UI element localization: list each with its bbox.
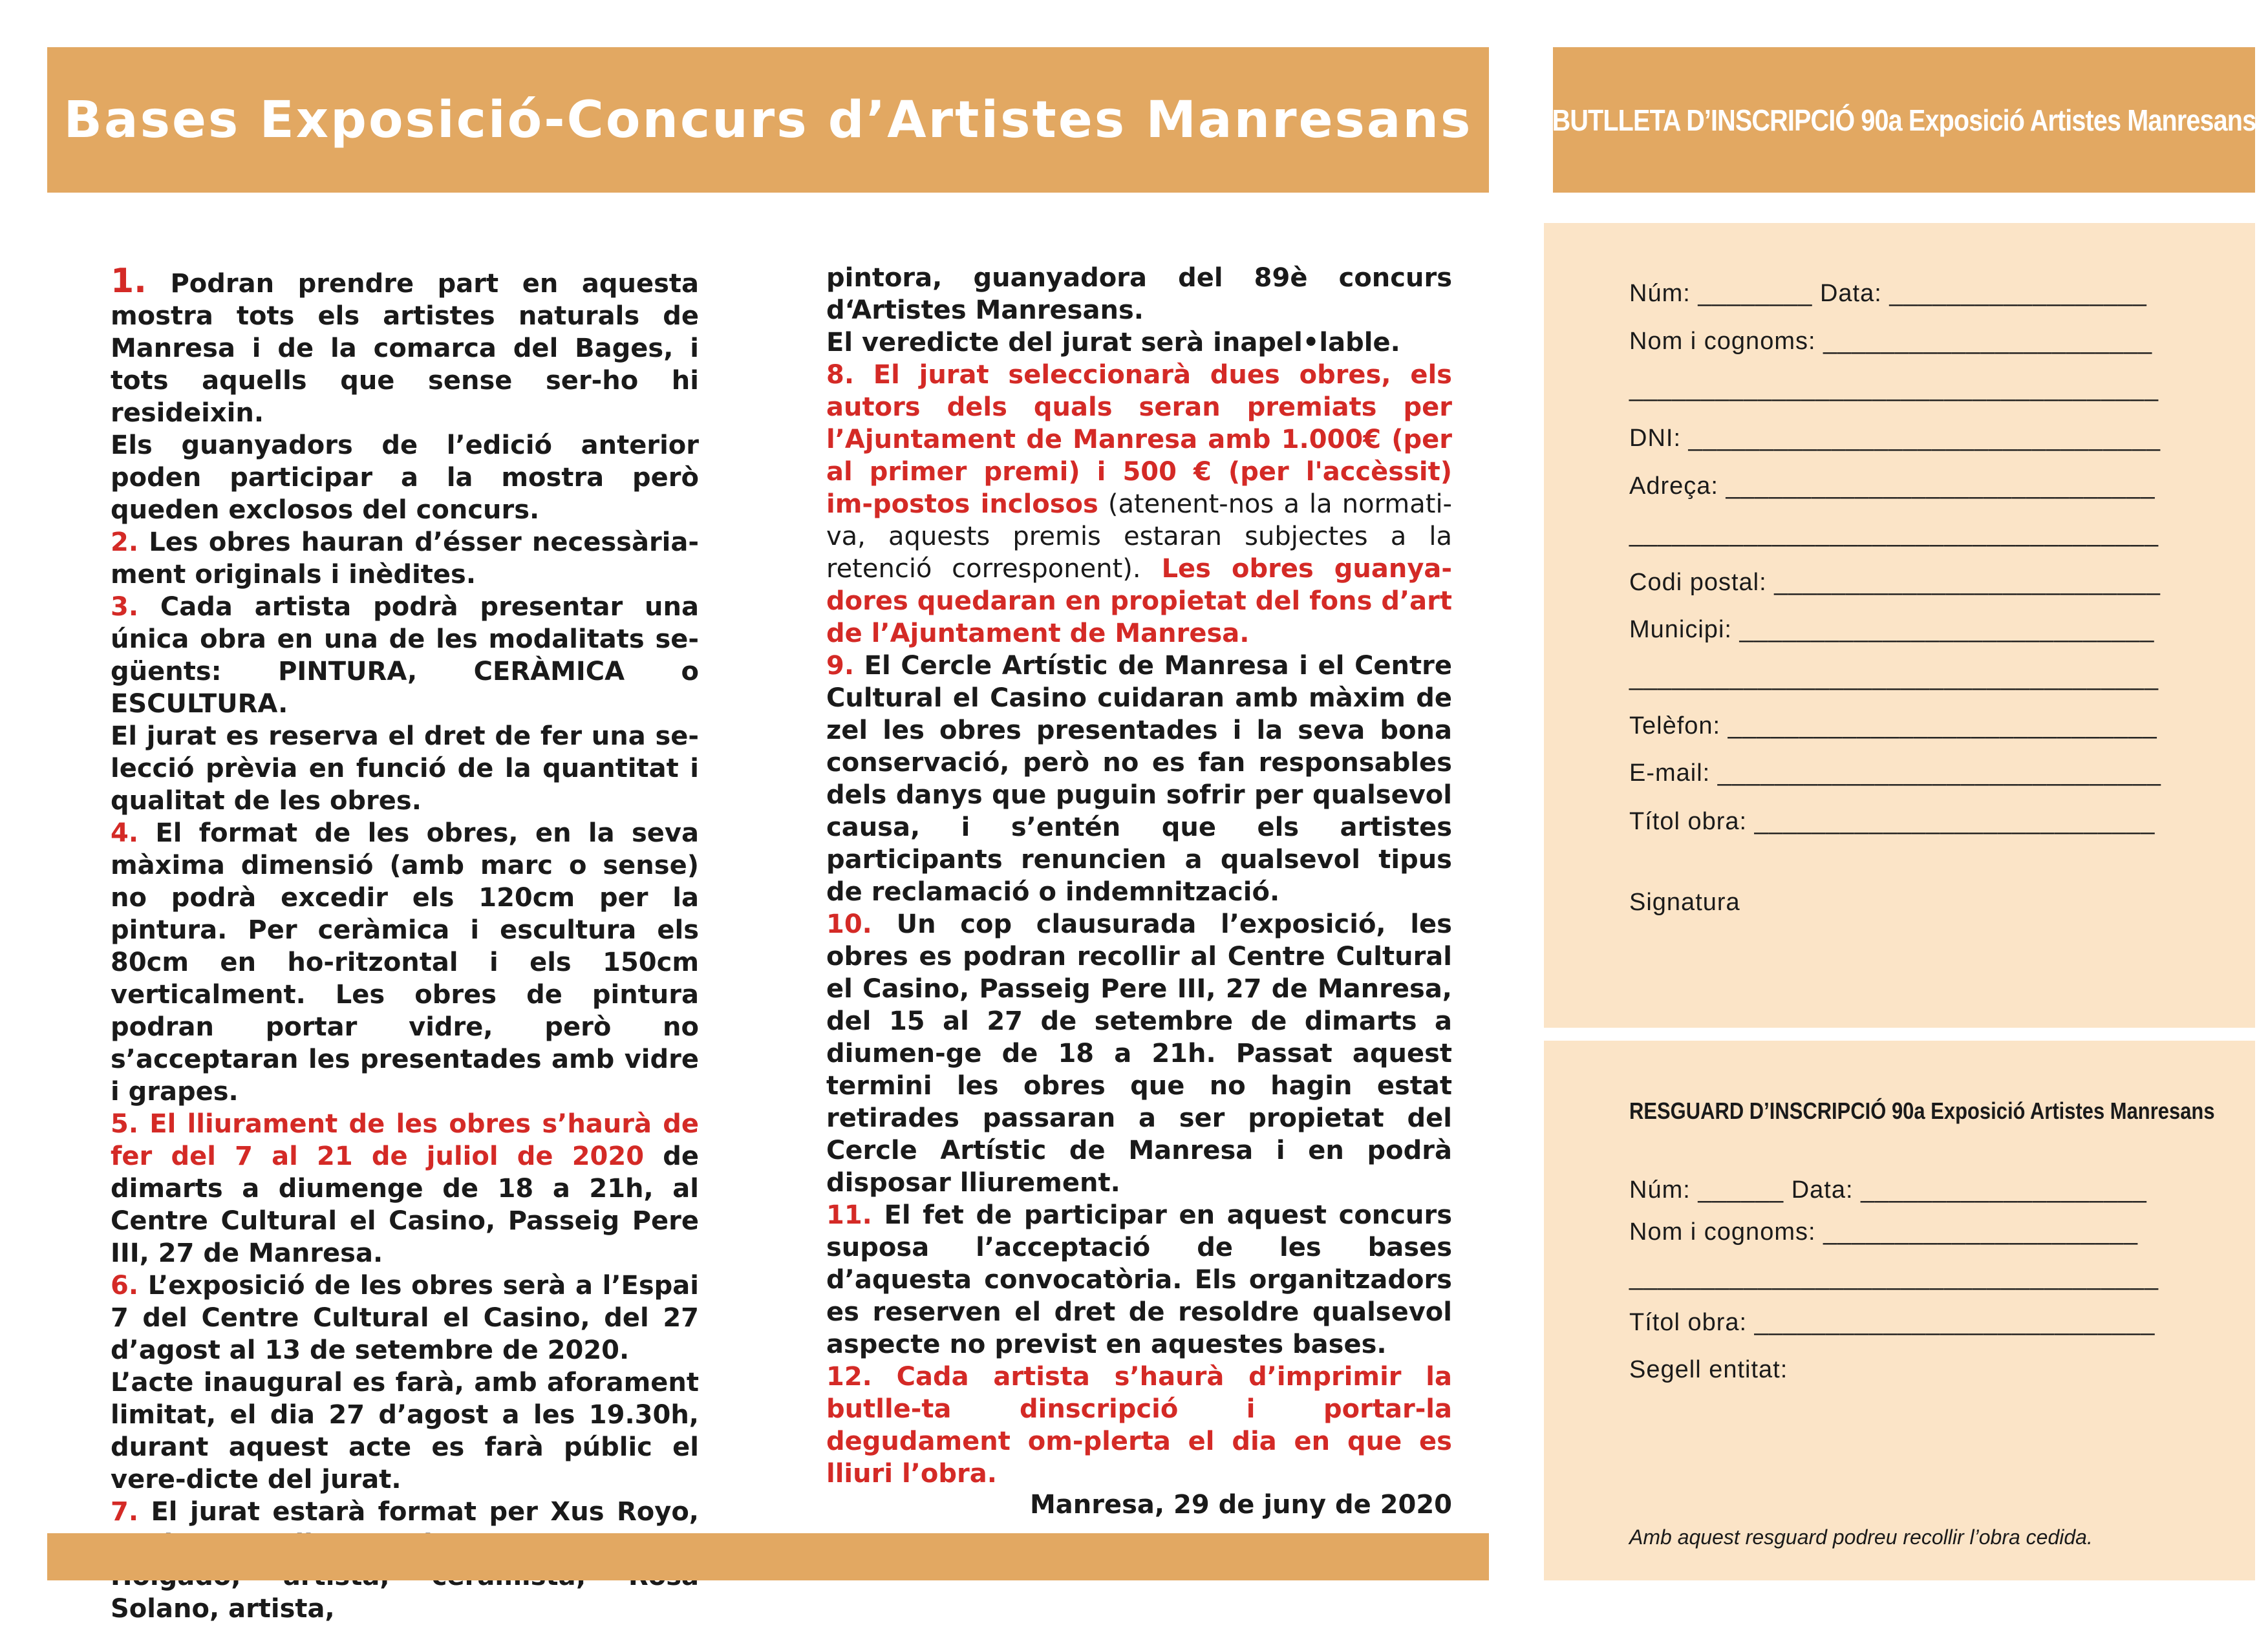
rule-number: 10. — [826, 909, 872, 939]
form-title: BUTLLETA D’INSCRIPCIÓ 90a Exposició Artistes Manresans — [1552, 103, 2256, 137]
rule-3 — [111, 591, 699, 720]
number-date-field[interactable]: Núm: ________ Data: __________________ — [1629, 280, 2147, 307]
receipt-artwork-title-field[interactable]: Títol obra: ____________________________ — [1629, 1309, 2156, 1336]
artwork-title-field[interactable]: Títol obra: ____________________________ — [1629, 808, 2156, 835]
rule-text: El Cercle Artístic de Manresa i el Centre Cultural el Casino cuidaran amb màxim de zel les obres presentades i la seva bona conservació, però no es fan responsables dels danys que puguin sofrir per qualsevol causa, i s’entén que els artistes participants renuncien a qualsevol tipus de reclamació o indemnització. — [826, 651, 1452, 907]
rule-text: El format de les obres, en la seva màxima dimensió (amb marc o sense) no podrà excedir els 120cm per la pintura. Per ceràmica i escultura els 80cm en ho-ritzontal i els 150cm verticalment. Les obres de pintura podran portar vidre, però no s’acceptaran les presentades amb vidre i grapes. — [111, 818, 699, 1107]
rule-text: El jurat estarà format per Xus Royo, Solano, artista, — [111, 1497, 699, 1624]
footer-band — [47, 1533, 1489, 1580]
signature-label: Signatura — [1629, 889, 1740, 916]
form-header-band — [1553, 47, 2255, 193]
rule-text: Podran prendre part en aquesta mostra tots els artistes naturals de Manresa i de la comarca del Bages, i tots aquells que sense ser-ho hi resideixin. — [111, 269, 699, 428]
rule-text: (atenent-nos a la normati-va, aquests premis estaran subjectes a la retenció corresponent). — [826, 489, 1452, 584]
rule-number: 4. — [111, 818, 139, 848]
municipality-field-continued[interactable]: _____________________________________ — [1629, 664, 2159, 691]
dni-field[interactable]: DNI: _________________________________ — [1629, 425, 2161, 452]
date-signoff: Manresa, 29 de juny de 2020 — [1029, 1490, 1452, 1520]
entity-stamp-label: Segell entitat: — [1629, 1356, 1788, 1383]
phone-field[interactable]: Telèfon: ______________________________ — [1629, 712, 2157, 739]
receipt-name-field[interactable]: Nom i cognoms: ______________________ — [1629, 1218, 2139, 1246]
rule-12: 12. Cada artista s’haurà d’imprimir la butlle-ta dinscripció i portar-la degudament om-plerta el dia en que es lliuri l’obra. — [826, 1362, 1452, 1489]
rule-number: 6. — [111, 1271, 139, 1301]
rule-number: 5. — [111, 1109, 139, 1139]
rule-4 — [111, 817, 699, 1108]
rule-text: Un cop clausurada l’exposició, les obres es podran recollir al Centre Cultural el Casino, Passeig Pere III, 27 de Manresa, del 15 al 27 de setembre de dimarts a diumen-ge de 18 a 21h. Passat aquest termini les obres que no hagin estat retirades passaran a ser propietat del Cercle Artístic de Manresa i en podrà disposar lliurement. — [826, 909, 1452, 1198]
rule-2 — [111, 526, 699, 591]
rule-text: L’exposició de les obres serà a l’Espai 7 del Centre Cultural el Casino, del 27 d’agost al 13 de setembre de 2020. — [111, 1271, 699, 1365]
rule-8 — [826, 359, 1452, 650]
name-field-continued[interactable]: _____________________________________ — [1629, 375, 2159, 402]
municipality-field[interactable]: Municipi: _____________________________ — [1629, 616, 2155, 643]
rule-number: 7. — [111, 1497, 139, 1527]
address-field-continued[interactable]: _____________________________________ — [1629, 520, 2159, 547]
rules-column-right — [826, 262, 1452, 1490]
address-field[interactable]: Adreça: ______________________________ — [1629, 473, 2156, 500]
receipt-title: RESGUARD D’INSCRIPCIÓ 90a Exposició Artistes Manresans — [1629, 1098, 2215, 1124]
rule-6-note: L’acte inaugural es farà, amb aforament limitat, el dia 27 d’agost a les 19.30h, durant aquest acte es farà públic el vere-dicte del jurat. — [111, 1368, 699, 1494]
rule-7-continued: pintora, guanyadora del 89è concurs d‘Artistes Manresans. — [826, 263, 1452, 325]
registration-receipt — [1544, 1041, 2255, 1580]
registration-form — [1544, 223, 2255, 1028]
rules-column-left — [111, 262, 699, 1625]
rule-text: Cada artista podrà presentar una única obra en una de les modalitats se-güents: PINTURA, CERÀMICA o ESCULTURA. — [111, 592, 699, 719]
rule-number: 8. — [826, 360, 855, 390]
rule-text: Les obres hauran d’ésser necessària-ment originals i inèdites. — [111, 527, 699, 589]
page-title: Bases Exposició-Concurs d’Artistes Manresans — [63, 90, 1473, 149]
rule-11 — [826, 1199, 1452, 1361]
bases-header-band — [47, 47, 1489, 193]
rule-number: 9. — [826, 651, 855, 681]
receipt-name-field-continued[interactable]: _____________________________________ — [1629, 1264, 2159, 1291]
name-field[interactable]: Nom i cognoms: _______________________ — [1629, 328, 2153, 355]
rule-3-note: El jurat es reserva el dret de fer una se-lecció prèvia en funció de la quantitat i qualitat de les obres. — [111, 721, 699, 816]
rule-6 — [111, 1269, 699, 1366]
rule-1-note: Els guanyadors de l’edició anterior poden participar a la mostra però queden exclosos del concurs. — [111, 430, 699, 525]
receipt-number-date-field[interactable]: Núm: ______ Data: ____________________ — [1629, 1176, 2147, 1204]
receipt-note: Amb aquest resguard podreu recollir l’obra cedida. — [1629, 1525, 2093, 1549]
email-field[interactable]: E-mail: _______________________________ — [1629, 759, 2161, 787]
rule-number: 3. — [111, 592, 139, 622]
rule-number: 2. — [111, 527, 139, 557]
rule-7-note: El veredicte del jurat serà inapel•lable. — [826, 328, 1400, 357]
rule-number: 1. — [111, 262, 147, 301]
postal-code-field[interactable]: Codi postal: ___________________________ — [1629, 569, 2161, 596]
rule-text: de dimarts a diumenge de 18 a 21h, al Centre Cultural el Casino, Passeig Pere III, 27 de Manresa. — [111, 1142, 699, 1268]
rule-10 — [826, 908, 1452, 1199]
rule-5 — [111, 1108, 699, 1269]
rule-9 — [826, 650, 1452, 908]
rule-1 — [111, 262, 699, 429]
rule-highlight: Les obres guanya-dores quedaran en propietat del fons d’art de l’Ajuntament de Manresa. — [826, 554, 1452, 648]
rule-text: El fet de participar en aquest concurs suposa l’acceptació de les bases d’aquesta convocatòria. Els organitzadors es reserven el dret de resoldre qualsevol aspecte no previst en aquestes bases. — [826, 1200, 1452, 1359]
rule-highlight: El jurat seleccionarà dues obres, els autors dels quals seran premiats per l’Ajuntament de Manresa amb 1.000€ (per al primer premi) i 500 € (per l'accèssit) im-postos inclosos — [826, 360, 1452, 519]
rule-highlight: El lliurament de les obres s’haurà de fer del 7 al 21 de juliol de 2020 — [111, 1109, 699, 1171]
rule-number: 11. — [826, 1200, 872, 1230]
